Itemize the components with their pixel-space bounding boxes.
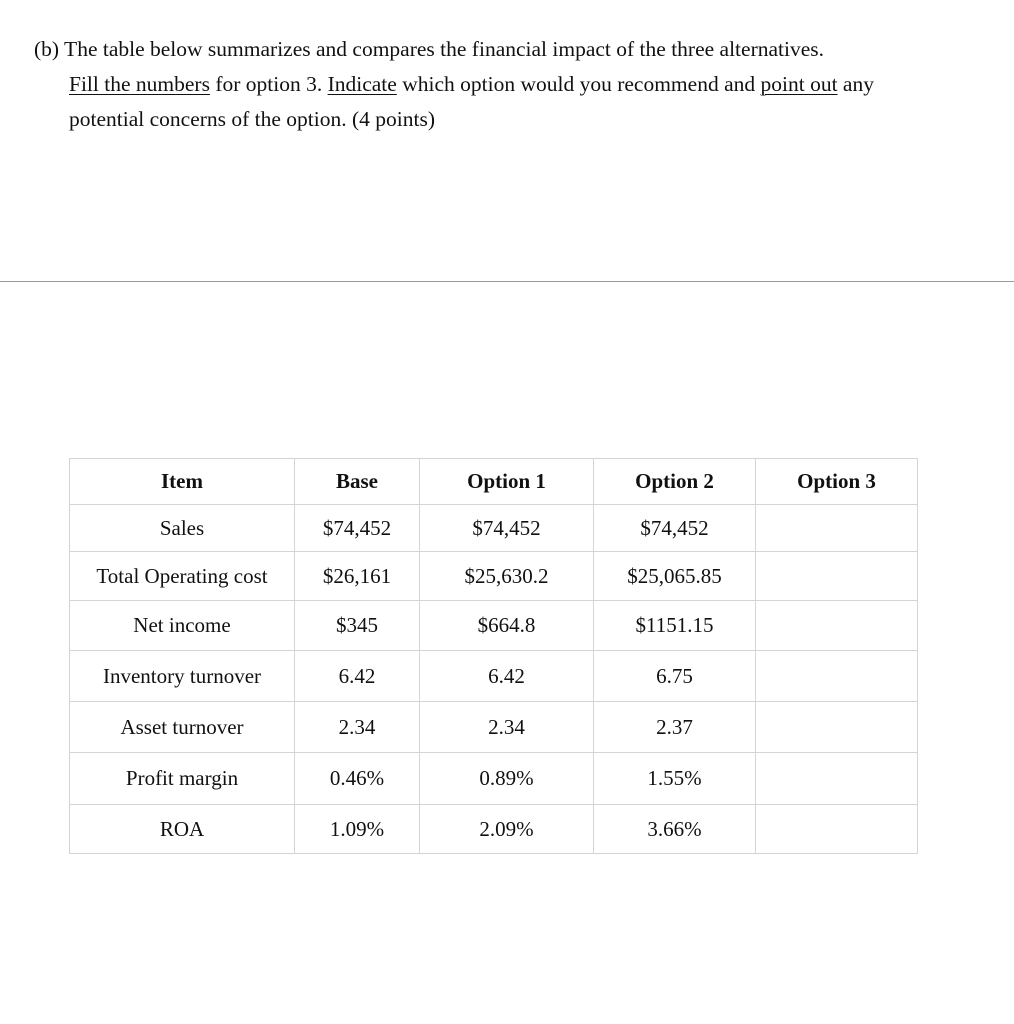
option-3-value <box>756 601 918 651</box>
option-2-value: 6.75 <box>594 651 756 702</box>
option-2-value: 3.66% <box>594 805 756 854</box>
header-base: Base <box>295 459 420 505</box>
option-3-value <box>756 805 918 854</box>
option-2-value: 1.55% <box>594 753 756 805</box>
question-text <box>34 32 994 137</box>
row-label: ROA <box>70 805 295 854</box>
table-row <box>70 552 918 601</box>
row-label: Profit margin <box>70 753 295 805</box>
header-option-1: Option 1 <box>420 459 594 505</box>
instruction-fill-numbers: Fill the numbers <box>69 72 210 96</box>
option-2-value: $74,452 <box>594 505 756 552</box>
option-3-value <box>756 702 918 753</box>
option-2-value: 2.37 <box>594 702 756 753</box>
base-value: 6.42 <box>295 651 420 702</box>
base-value: $26,161 <box>295 552 420 601</box>
header-option-3: Option 3 <box>756 459 918 505</box>
table-row <box>70 505 918 552</box>
instruction-indicate: Indicate <box>327 72 397 96</box>
question-line-2 <box>34 67 994 102</box>
question-line-1: (b) The table below summarizes and compares the financial impact of the three alternatives. <box>34 37 825 61</box>
option-1-value: 0.89% <box>420 753 594 805</box>
row-label: Asset turnover <box>70 702 295 753</box>
question-text-segment: which option would you recommend and <box>396 72 761 96</box>
base-value: 2.34 <box>295 702 420 753</box>
table-row <box>70 753 918 805</box>
option-3-value <box>756 651 918 702</box>
option-3-value <box>756 753 918 805</box>
header-item: Item <box>70 459 295 505</box>
option-3-value <box>756 552 918 601</box>
table-row <box>70 651 918 702</box>
base-value: $345 <box>295 601 420 651</box>
base-value: 0.46% <box>295 753 420 805</box>
row-label: Inventory turnover <box>70 651 295 702</box>
question-line-3: potential concerns of the option. (4 points) <box>69 107 436 131</box>
question-text-segment: any <box>837 72 874 96</box>
option-2-value: $1151.15 <box>594 601 756 651</box>
base-value: 1.09% <box>295 805 420 854</box>
table-header-row <box>70 459 918 505</box>
financial-comparison-table <box>69 458 918 854</box>
row-label: Total Operating cost <box>70 552 295 601</box>
option-1-value: 2.34 <box>420 702 594 753</box>
table-row <box>70 805 918 854</box>
question-text-segment: for option 3. <box>209 72 328 96</box>
instruction-point-out: point out <box>760 72 838 96</box>
option-1-value: 6.42 <box>420 651 594 702</box>
option-1-value: $25,630.2 <box>420 552 594 601</box>
option-1-value: 2.09% <box>420 805 594 854</box>
table-row <box>70 702 918 753</box>
row-label: Sales <box>70 505 295 552</box>
option-3-value <box>756 505 918 552</box>
option-2-value: $25,065.85 <box>594 552 756 601</box>
header-option-2: Option 2 <box>594 459 756 505</box>
table-row <box>70 601 918 651</box>
option-1-value: $74,452 <box>420 505 594 552</box>
row-label: Net income <box>70 601 295 651</box>
base-value: $74,452 <box>295 505 420 552</box>
option-1-value: $664.8 <box>420 601 594 651</box>
section-divider <box>0 281 1014 282</box>
